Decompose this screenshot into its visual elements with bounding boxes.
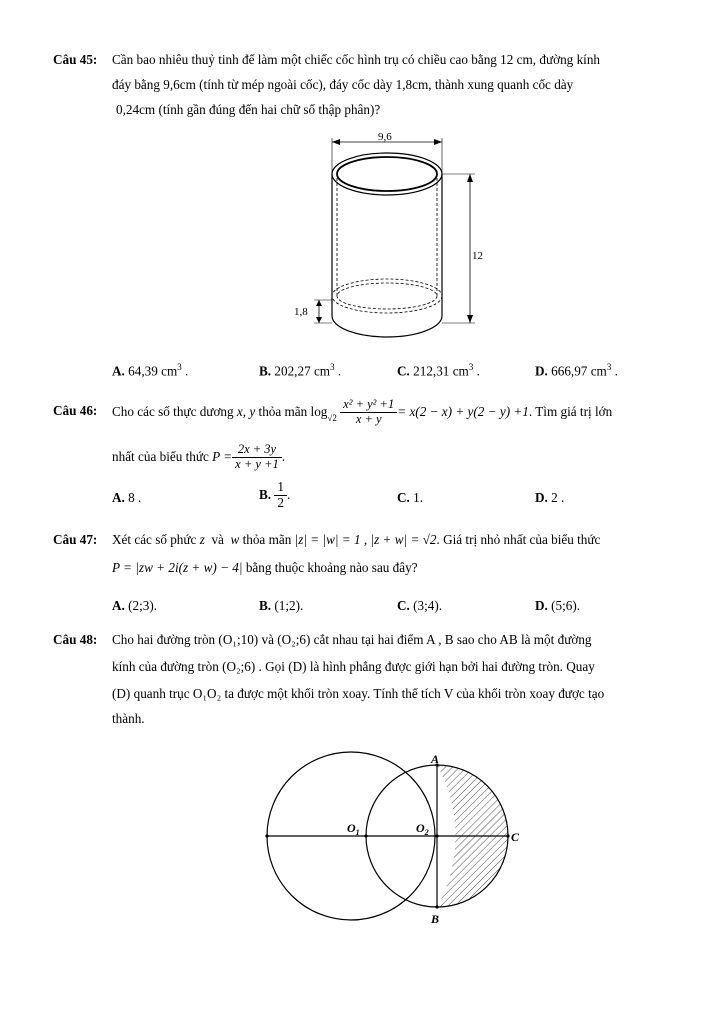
point-c-label: C [511,830,520,844]
question-48-number: Câu 48: [53,632,98,647]
q46-option-a[interactable]: A. 8 . [112,490,142,505]
question-47-line-1: Xét các số phức z và w thỏa mãn |z| = |w| = 1 , |z + w| = √2. Giá trị nhỏ nhất của biểu thức [112,532,601,547]
q45-option-a[interactable]: A. 64,39 $cm^3$ . [112,362,189,379]
two-circles-figure [255,745,535,935]
point-b-label: B [431,912,440,926]
q46-option-c[interactable]: C. 1. [397,490,424,505]
point-o1-label: $O_1$ [347,821,360,837]
question-46-line-2: nhất của biểu thức P = $\frac{2x + 3y}{x + y +1}$ . [112,441,286,471]
q45-option-b[interactable]: B. 202,27 $cm^3$ . [259,362,342,379]
q46-option-b[interactable]: B. $\frac{1}{2}$ . [259,479,291,510]
cup-width-label: 9,6 [378,131,392,143]
q47-option-b[interactable]: B. (1;2). [259,598,304,613]
q45-option-d[interactable]: D. 666,97 $cm^3$ . [535,362,618,379]
question-45-line-1: Cần bao nhiêu thuỷ tinh để làm một chiếc cốc hình trụ có chiều cao bằng 12 cm, đường kính [112,52,601,67]
point-o2-label: $O_2$ [416,821,429,837]
question-47-line-2: P = |zw + 2i(z + w) − 4| bằng thuộc khoảng nào sau đây? [112,560,418,575]
cylinder-cup-figure [280,130,500,345]
question-45-line-3: 0,24cm (tính gần đúng đến hai chữ số thập phân)? [116,102,381,117]
question-45-number: Câu 45: [53,52,98,67]
cup-base-label: 1,8 [294,306,308,318]
question-48-line-4: thành. [112,711,145,726]
q46-option-d[interactable]: D. 2 . [535,490,565,505]
question-48-line-1: Cho hai đường tròn (O₁;10) và (O₂;6) cắt nhau tại hai điểm A , B sao cho AB là một đường [112,632,592,647]
question-47-number: Câu 47: [53,532,98,547]
question-48-line-3: (D) quanh trục O₁O₂ ta được một khối tròn xoay. Tính thể tích V của khối tròn xoay được tạo [112,686,605,701]
q47-option-d[interactable]: D. (5;6). [535,598,581,613]
q47-option-c[interactable]: C. (3;4). [397,598,443,613]
question-46-number: Câu 46: [53,403,98,418]
cup-height-label: 12 [472,250,483,262]
question-48-line-2: kính của đường tròn (O₂;6) . Gọi (D) là hình phẳng được giới hạn bởi hai đường tròn. Quay [112,659,595,674]
point-a-label: A [431,752,440,766]
q47-option-a[interactable]: A. (2;3). [112,598,158,613]
question-46-line-1: Cho các số thực dương x, y thỏa mãn log $_{√2}$ $\frac{\text{x² + y² +1}}{x + y}$ = x(2 − x) + y(2 − y) +1 . Tìm giá trị lớn [112,396,613,426]
question-45-line-2: đáy bằng 9,6cm (tính từ mép ngoài cốc), đáy cốc dày 1,8cm, thành xung quanh cốc dày [112,77,574,92]
q45-option-c[interactable]: C. 212,31 $cm^3$ . [397,362,480,379]
